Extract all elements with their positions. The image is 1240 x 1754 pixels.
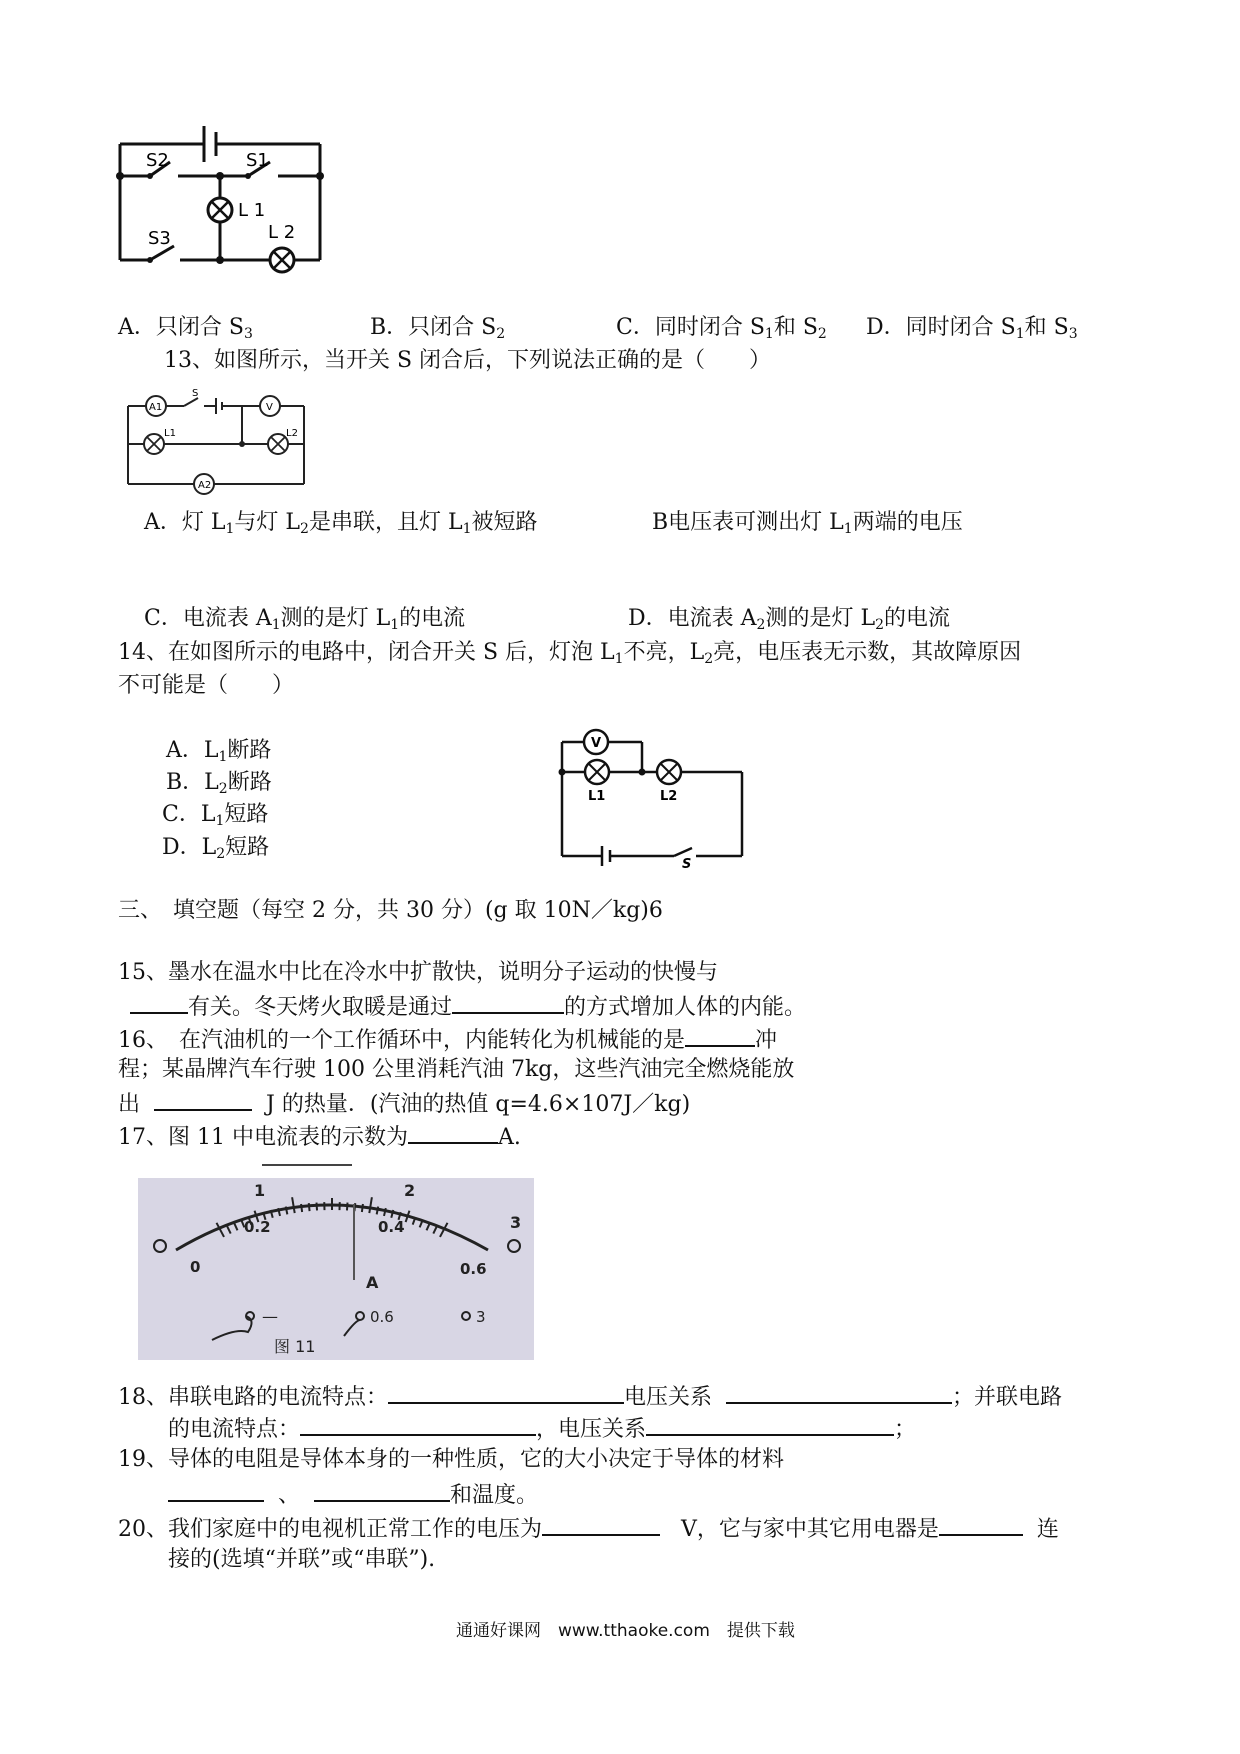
label-s: S — [192, 388, 199, 399]
label-a1: A1 — [149, 402, 163, 413]
circuit-diagram-q12 — [108, 112, 468, 282]
figure-11-caption: 图 11 — [274, 1337, 316, 1356]
meter-tick — [317, 1203, 318, 1211]
q13-option-b: B电压表可测出灯 $L_1$两端的电压 — [652, 510, 963, 537]
q20-blank-1[interactable] — [542, 1512, 660, 1536]
q16-line1: 16、 在汽油机的一个工作循环中，内能转化为机械能的是 冲 — [118, 1023, 777, 1056]
q19-line2: 、 和温度。 — [168, 1478, 538, 1511]
q13-stem: 13、如图所示，当开关 S 闭合后，下列说法正确的是（ ） — [164, 348, 772, 373]
q17-blank[interactable] — [408, 1120, 498, 1144]
meter-tick — [301, 1204, 302, 1212]
label-v: V — [591, 736, 602, 751]
q12-option-a: A．只闭合 $S_3$ — [118, 315, 253, 342]
q16-line2: 程；某晶牌汽车行驶 100 公里消耗汽油 7kg，这些汽油完全燃烧能放 — [118, 1057, 795, 1082]
q18-blank-1[interactable] — [388, 1380, 624, 1404]
meter-tick — [362, 1204, 363, 1212]
meter-label-0.4: 0.4 — [378, 1218, 405, 1236]
meter-label-0: 0 — [190, 1258, 201, 1276]
q18-line2: 的电流特点： ，电压关系 ； — [168, 1412, 916, 1445]
q20-line1: 20、我们家庭中的电视机正常工作的电压为 V，它与家中其它用电器是 连 — [118, 1512, 1059, 1545]
meter-label-0.2: 0.2 — [244, 1218, 271, 1236]
label-s2: S2 — [146, 150, 169, 171]
q14-stem-line1: 14、在如图所示的电路中，闭合开关 S 后，灯泡 $L_1$不亮，$L_2$亮，电压表无示数，其故障原因 — [118, 640, 1022, 667]
label-l1: L1 — [164, 428, 176, 439]
q20-blank-2[interactable] — [939, 1512, 1023, 1536]
scan-artifact-line — [262, 1164, 352, 1166]
label-l1: L1 — [588, 789, 606, 804]
label-v: V — [266, 402, 273, 413]
q19-blank-1[interactable] — [168, 1478, 264, 1502]
q13-option-d: D．电流表 $A_2$测的是灯 $L_2$的电流 — [628, 606, 950, 633]
q12-option-d: D．同时闭合 $S_1$和 $S_3$ — [866, 315, 1078, 342]
meter-tick — [347, 1203, 348, 1211]
q18-blank-4[interactable] — [646, 1412, 894, 1436]
ammeter-figure-11 — [116, 1170, 558, 1366]
page-footer: 通通好课网 www.tthaoke.com 提供下载 — [456, 1621, 795, 1641]
label-l2: L2 — [660, 789, 678, 804]
q16-blank-1[interactable] — [685, 1023, 755, 1047]
q14-option-c: C．$L_1$短路 — [162, 802, 269, 829]
meter-terminal-negative: — — [262, 1307, 278, 1326]
section-3-heading: 三、 填空题（每空 2 分，共 30 分）(g 取 10N／kg)6 — [118, 898, 663, 923]
meter-label-2: 2 — [404, 1181, 416, 1200]
q14-option-a: A．$L_1$断路 — [166, 738, 272, 765]
q13-option-c: C．电流表 $A_1$测的是灯 $L_1$的电流 — [144, 606, 466, 633]
q14-option-b: B．$L_2$断路 — [166, 770, 272, 797]
meter-label-1: 1 — [254, 1181, 266, 1200]
meter-unit-a: A — [366, 1273, 379, 1292]
q15-blank-2[interactable] — [452, 990, 564, 1014]
q12-option-b: B．只闭合 $S_2$ — [370, 315, 506, 342]
q15-blank-1[interactable] — [130, 990, 188, 1014]
label-s1: S1 — [246, 150, 269, 171]
q16-blank-2[interactable] — [154, 1087, 252, 1111]
meter-terminal-3: 3 — [476, 1308, 486, 1326]
meter-label-0.6: 0.6 — [460, 1260, 487, 1278]
q12-option-c: C．同时闭合 $S_1$和 $S_2$ — [616, 315, 827, 342]
label-l1: L 1 — [238, 200, 266, 221]
circuit-diagram-q13 — [124, 386, 324, 491]
q18-blank-2[interactable] — [726, 1380, 952, 1404]
q13-option-a: A．灯 $L_1$与灯 $L_2$是串联，且灯 $L_1$被短路 — [144, 510, 538, 537]
label-s: S — [682, 857, 692, 872]
q16-line3: 出 J 的热量．(汽油的热值 q=4.6×107J／kg) — [118, 1087, 690, 1120]
meter-terminal-0.6: 0.6 — [370, 1308, 394, 1326]
meter-tick — [309, 1203, 310, 1211]
q18-line1: 18、串联电路的电流特点： 电压关系 ；并联电路 — [118, 1380, 1062, 1413]
q17-stem: 17、图 11 中电流表的示数为 A. — [118, 1120, 521, 1153]
label-l2: L2 — [286, 428, 298, 439]
q20-line2: 接的(选填“并联”或“串联”). — [168, 1547, 436, 1572]
meter-label-3: 3 — [510, 1213, 522, 1232]
label-s3: S3 — [148, 228, 171, 249]
q14-option-d: D．$L_2$短路 — [162, 835, 270, 862]
q19-line1: 19、导体的电阻是导体本身的一种性质，它的大小决定于导体的材料 — [118, 1447, 784, 1472]
label-l2: L 2 — [268, 222, 296, 243]
circuit-diagram-q14 — [556, 724, 756, 872]
q15-line1: 15、墨水在温水中比在冷水中扩散快，说明分子运动的快慢与 — [118, 960, 718, 985]
q15-line2: 有关。冬天烤火取暖是通过 的方式增加人体的内能。 — [130, 990, 806, 1023]
label-a2: A2 — [198, 480, 212, 491]
q14-stem-line2: 不可能是（ ） — [118, 673, 295, 698]
q18-blank-3[interactable] — [300, 1412, 536, 1436]
q19-blank-2[interactable] — [314, 1478, 450, 1502]
